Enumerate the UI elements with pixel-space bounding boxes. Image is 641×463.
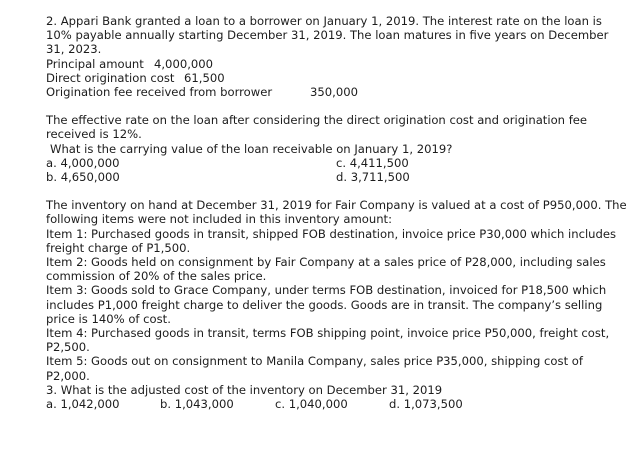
q3-item-5: Item 5: Goods out on consignment to Manila Company, sales price P35,000, shipping cost of P2,000. [46,354,583,383]
document-body [46,14,628,411]
q3-item-4: Item 4: Purchased goods in transit, terms FOB shipping point, invoice price P50,000, freight cost, P2,500. [46,326,610,355]
q2-question: What is the carrying value of the loan receivable on January 1, 2019? [50,141,453,156]
q3-item-2: Item 2: Goods held on consignment by Fair Company at a sales price of P28,000, including sales commission of 20% of the sales price. [46,255,606,284]
q3-choice-a: a. 1,042,000 [46,397,120,412]
q2-fee-label: Origination fee received from borrower [46,85,273,100]
q3-choice-c: c. 1,040,000 [275,397,348,412]
q3-choices [46,397,628,411]
q2-choice-b: b. 4,650,000 [46,170,120,185]
q3-item-3: Item 3: Goods sold to Grace Company, under terms FOB destination, invoiced for P18,500 which includes P1,000 freight charge to deliver the goods. Goods are in transit. The company’s selling price is 140% of cost. [46,283,607,326]
q2-principal-label: Principal amount [46,56,144,71]
q3-intro: The inventory on hand at December 31, 2019 for Fair Company is valued at a cost of P950,000. The following items were not included in this inventory amount: [46,198,627,227]
q3-choice-b: b. 1,043,000 [160,397,234,412]
q2-direct-cost-row [46,71,628,85]
q2-choice-a: a. 4,000,000 [46,155,120,170]
q2-effective-rate-text: The effective rate on the loan after considering the direct origination cost and origination fee received is 12%. [46,113,588,142]
q2-choice-c: c. 4,411,500 [336,155,409,170]
q2-direct-cost-value: 61,500 [184,70,225,85]
q3-question: 3. What is the adjusted cost of the inventory on December 31, 2019 [46,382,443,397]
q2-intro: 2. Appari Bank granted a loan to a borrower on January 1, 2019. The interest rate on the loan is 10% payable annually starting December 31, 2019. The loan matures in five years on December 31, 2023. [46,14,609,57]
q2-fee-row [46,85,628,99]
q2-principal-row [46,57,628,71]
q2-principal-value: 4,000,000 [154,56,214,71]
q2-choices [46,156,628,184]
q2-choice-d: d. 3,711,500 [336,170,410,185]
q3-choice-d: d. 1,073,500 [389,397,463,412]
q3-item-1: Item 1: Purchased goods in transit, shipped FOB destination, invoice price P30,000 which includes freight charge of P1,500. [46,226,617,255]
q2-fee-value: 350,000 [310,85,358,100]
q2-direct-cost-label: Direct origination cost [46,70,175,85]
